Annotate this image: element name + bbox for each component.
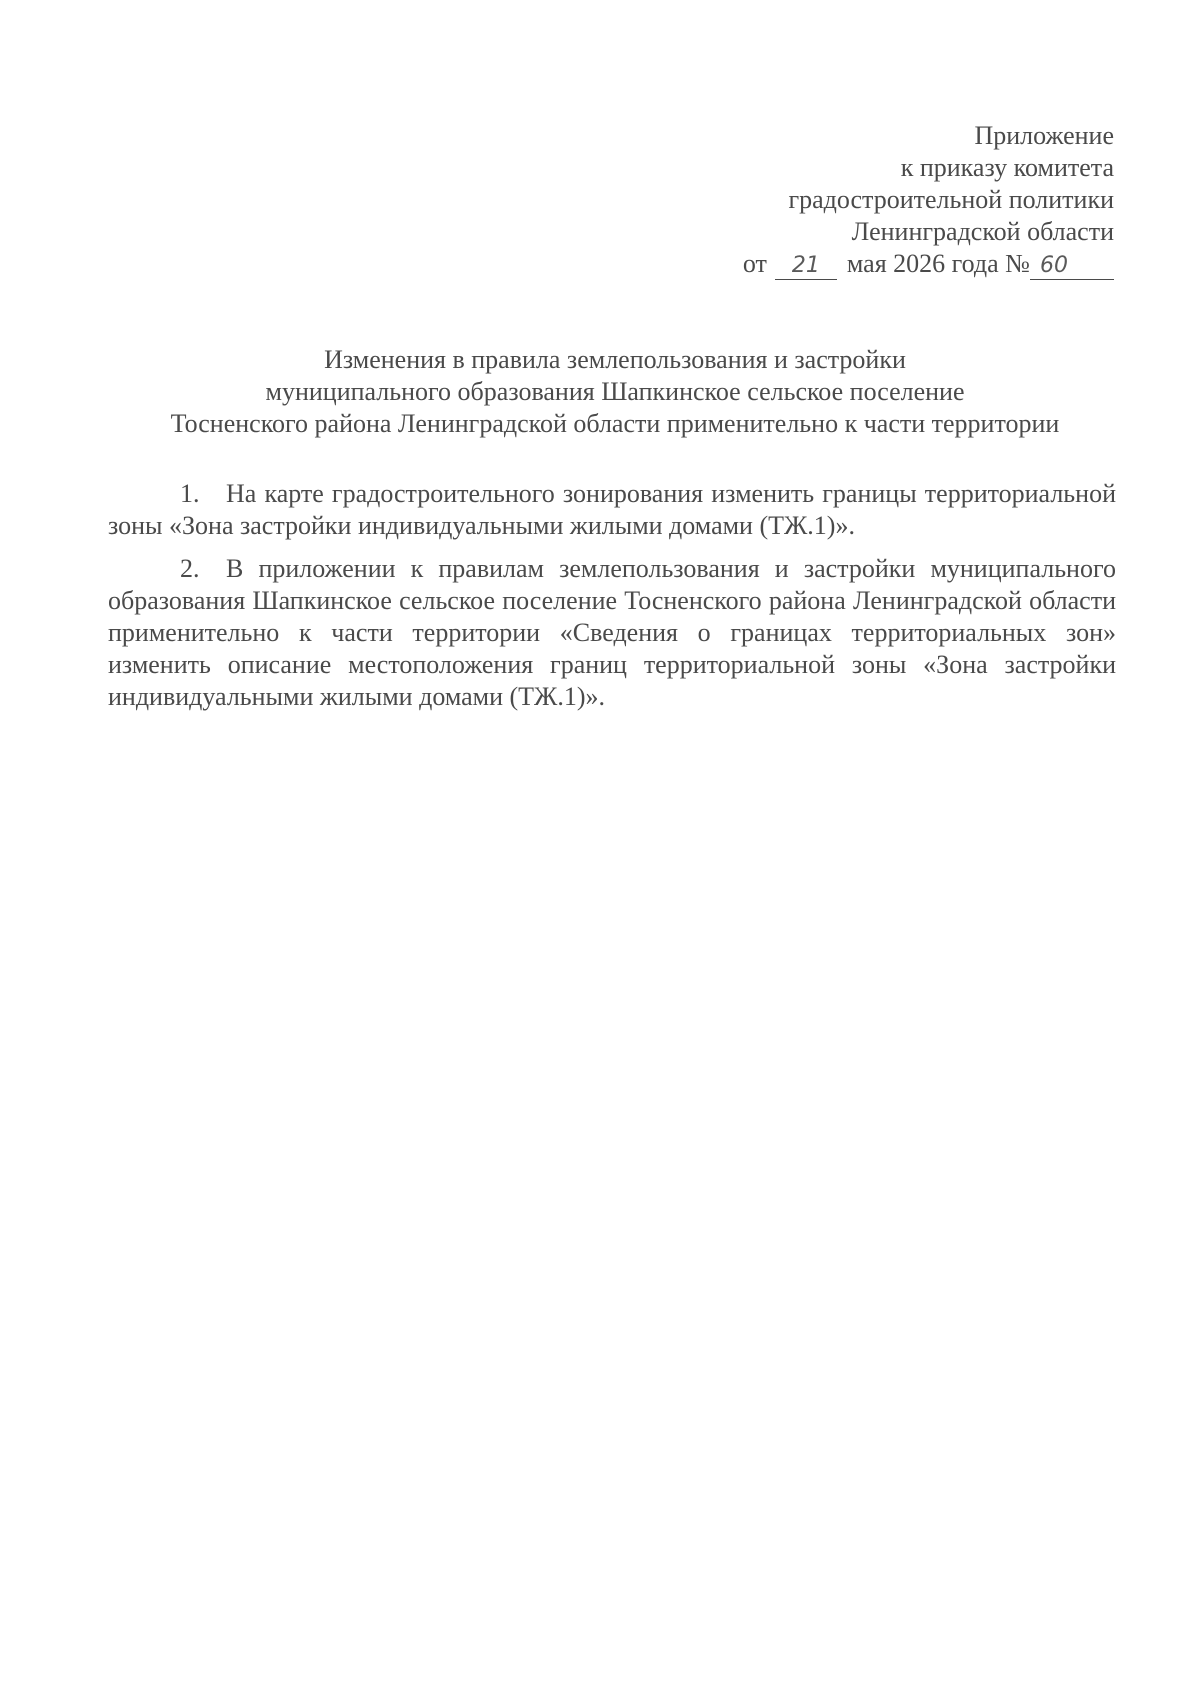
appendix-reference-line: к приказу комитета [900,153,1114,182]
order-date-line [743,248,1114,280]
handwritten-order-number: 60 [1030,253,1114,280]
title-line-1: Изменения в правила землепользования и застройки [324,345,906,374]
title-line-3: Тосненского района Ленинградской области применительно к части территории [170,409,1060,438]
date-middle: мая 2026 года № [846,249,1030,278]
appendix-header [743,120,1114,280]
paragraph-number: 2. [180,554,200,583]
paragraph-text: На карте градостроительного зонирования изменить границы территориальной зоны «Зона застройки индивидуальными жилыми домами (ТЖ.1)». [108,479,1116,540]
region-name-line: Ленинградской области [851,217,1114,246]
document-body [108,478,1116,724]
paragraph-number: 1. [180,479,200,508]
title-line-2: муниципального образования Шапкинское сельское поселение [265,377,965,406]
document-title [60,344,1170,440]
appendix-title: Приложение [974,121,1114,150]
date-prefix: от [742,249,767,278]
handwritten-day: 21 [775,253,837,280]
paragraph-text: В приложении к правилам землепользования и застройки муниципального образования Шапкинское сельское поселение Тосненского района Ленинградской области применительно к части территории «Сведения о границах территориальных зон» изменить описание местоположения границ территориальной зоны «Зона застройки индивидуальными жилыми домами (ТЖ.1)». [108,554,1116,711]
paragraph-2 [108,553,1116,713]
paragraph-1 [108,478,1116,542]
committee-name-line: градостроительной политики [788,185,1114,214]
